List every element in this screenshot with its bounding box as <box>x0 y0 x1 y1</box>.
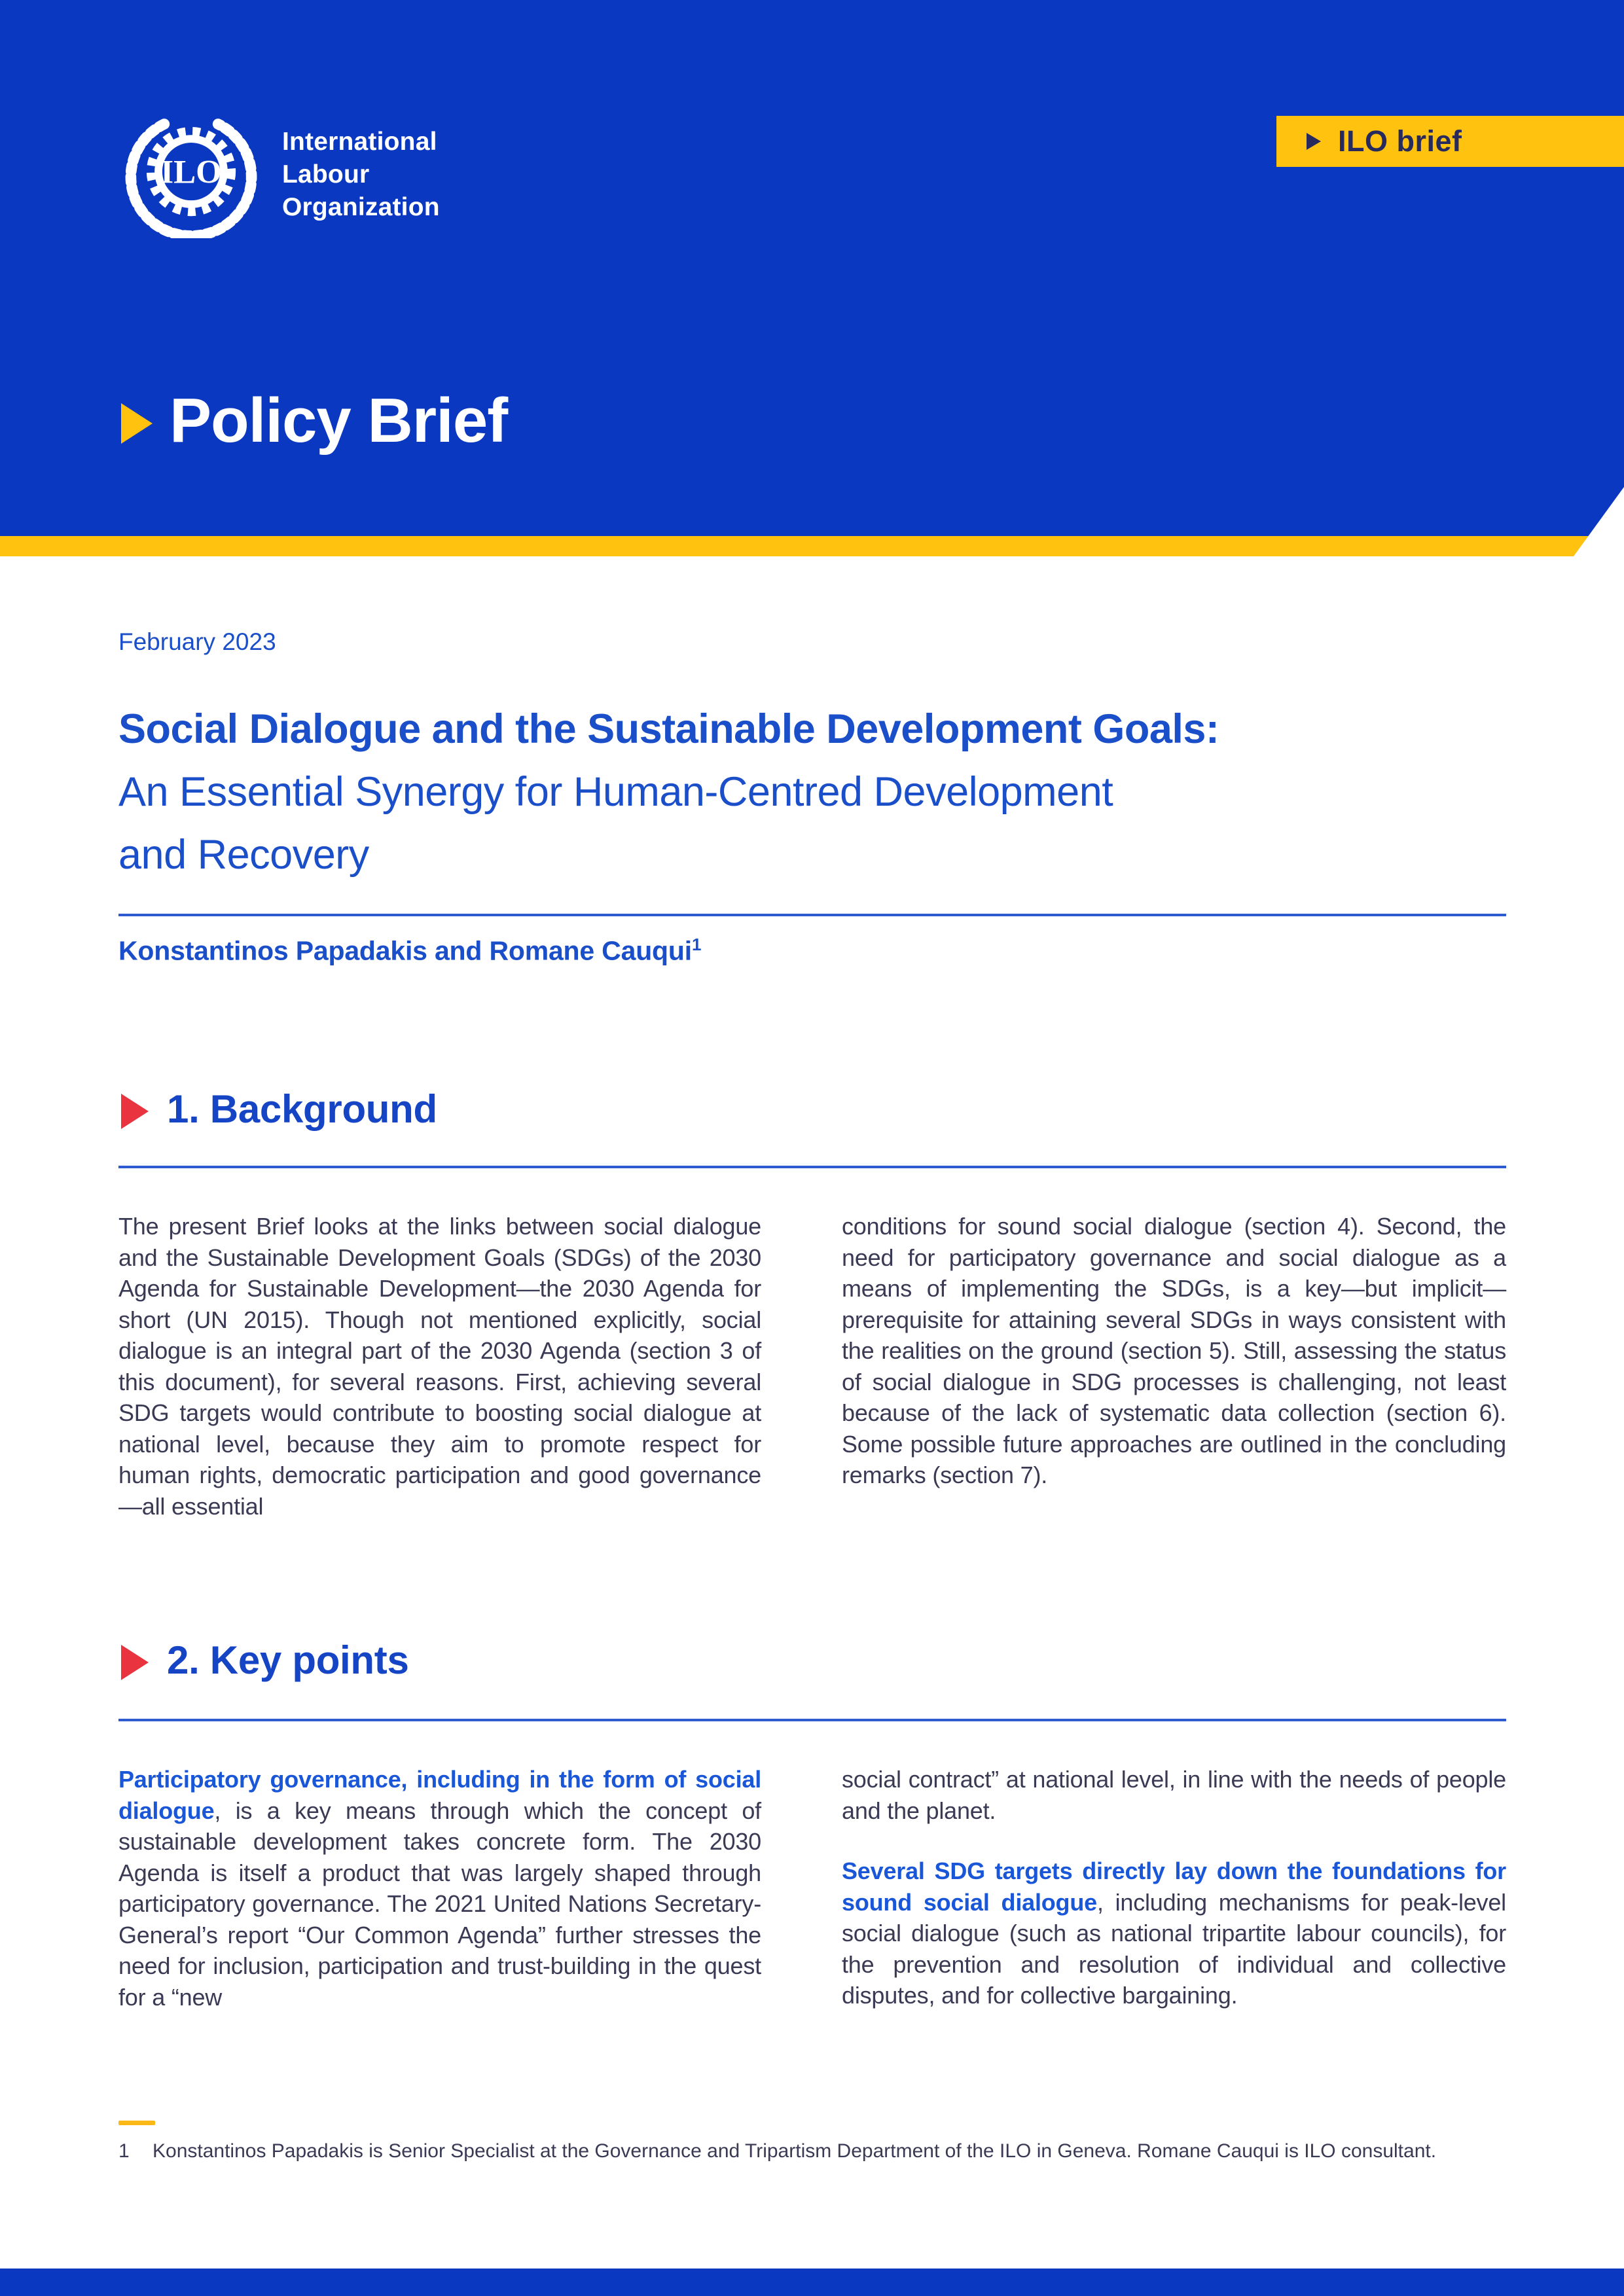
org-name-line: Organization <box>282 193 440 221</box>
policy-brief-title-row <box>121 385 507 457</box>
background-column-2 <box>842 1211 1506 1522</box>
divider <box>118 1166 1506 1168</box>
key-points-column-1 <box>118 1764 761 2013</box>
document-title-line2: An Essential Synergy for Human-Centred Development <box>118 769 1113 815</box>
key-points-columns <box>118 1764 1506 2013</box>
key-point-lead: Several SDG targets directly lay down the foundations for sound social dialogue <box>842 1857 1506 1916</box>
org-name-line: Labour <box>282 160 370 188</box>
ilo-logo <box>120 110 440 238</box>
footnote-text: Konstantinos Papadakis is Senior Specialist at the Governance and Tripartism Department of the ILO in Geneva. Romane Cauqui is ILO consultant. <box>153 2140 1437 2162</box>
section-1-heading <box>121 1086 437 1132</box>
divider <box>118 1719 1506 1721</box>
publication-date: February 2023 <box>118 628 276 655</box>
document-title <box>118 698 1519 886</box>
key-point-paragraph: social contract” at national level, in line with the needs of people and the planet. <box>842 1766 1506 1824</box>
ilo-emblem-icon <box>120 110 262 238</box>
background-paragraph: conditions for sound social dialogue (section 4). Second, the need for participatory governance and social dialogue as a means of implementing the SDGs, is a key—but implicit—prerequisite for attaining several SDGs in ways consistent with the realities on the ground (section 5). Still, assessing the status of social dialogue in SDG processes is challenging, not least because of the lack of systematic data collection (section 6). Some possible future approaches are outlined in the concluding remarks (section 7). <box>842 1213 1506 1488</box>
key-point-rest: , is a key means through which the concept of sustainable development takes concrete form. The 2030 Agenda is itself a product that was largely shaped through participatory governance. The 2021 United Nations Secretary-General’s report “Our Common Agenda” further stresses the need for inclusion, participation and trust-building in the quest for a “new <box>118 1797 761 2011</box>
badge-arrow-icon <box>1307 133 1321 150</box>
header-banner <box>0 0 1624 536</box>
section-arrow-icon <box>121 1645 149 1680</box>
org-name <box>282 126 440 238</box>
authors-names: Konstantinos Papadakis and Romane Cauqui <box>118 935 692 966</box>
page-title: Policy Brief <box>170 386 508 456</box>
footer-strip <box>0 2269 1624 2296</box>
title-arrow-icon <box>121 403 153 444</box>
background-columns <box>118 1211 1506 1522</box>
section-2-heading <box>121 1638 409 1683</box>
footnote-number: 1 <box>118 2140 130 2162</box>
document-title-line3: and Recovery <box>118 832 369 878</box>
yellow-stripe <box>0 536 1624 556</box>
document-title-line1: Social Dialogue and the Sustainable Development Goals: <box>118 706 1219 752</box>
key-point-paragraph <box>842 1856 1506 2011</box>
section-arrow-icon <box>121 1094 149 1129</box>
badge-label: ILO brief <box>1338 124 1462 158</box>
footnote <box>118 2139 1519 2164</box>
ilo-emblem-letters: ILO <box>160 154 222 191</box>
footnote-separator <box>118 2121 155 2125</box>
background-paragraph: The present Brief looks at the links between social dialogue and the Sustainable Development Goals (SDGs) of the 2030 Agenda for Sustainable Development—the 2030 Agenda for short (UN 2015). Though not mentioned explicitly, social dialogue is an integral part of the 2030 Agenda (section 3 of this document), for several reasons. First, achieving several SDG targets would contribute to boosting social dialogue at national level, because they aim to promote respect for human rights, democratic participation and good governance—all essential <box>118 1213 761 1520</box>
footnote-reference: 1 <box>691 935 702 954</box>
key-point-paragraph <box>118 1764 761 2013</box>
key-point-lead: Participatory governance, including in the form of social dialogue <box>118 1766 761 1824</box>
section-2-title: 2. Key points <box>167 1638 409 1682</box>
divider <box>118 914 1506 916</box>
section-1-title: 1. Background <box>167 1087 437 1131</box>
org-name-line: International <box>282 128 437 156</box>
authors-line <box>118 935 701 967</box>
key-points-column-2 <box>842 1764 1506 2013</box>
background-column-1 <box>118 1211 761 1522</box>
key-point-rest: , including mechanisms for peak-level social dialogue (such as national tripartite labour councils), for the prevention and resolution of individual and collective disputes, and for collective bargaining. <box>842 1888 1506 2009</box>
ilo-brief-badge <box>1276 116 1624 167</box>
